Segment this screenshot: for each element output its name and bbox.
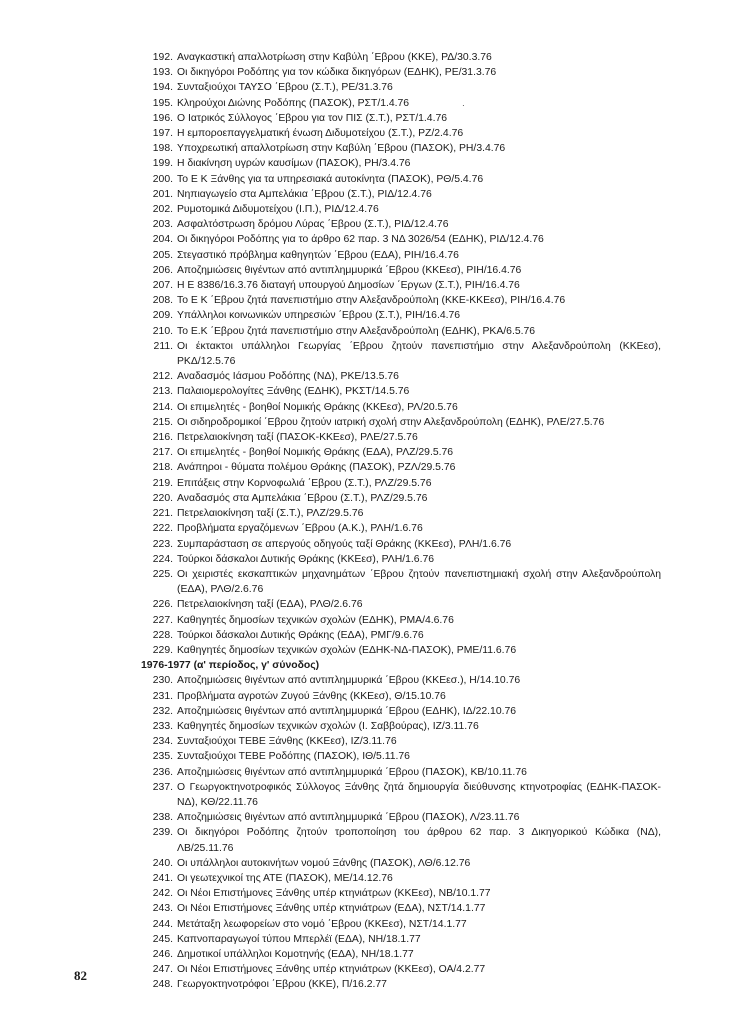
list-item xyxy=(141,126,661,141)
entry-text: Αναδασμός Ιάσμου Ροδόπης (ΝΔ), ΡΚΕ/13.5.76 xyxy=(177,371,399,383)
entry-text: Καθηγητές δημοσίων τεχνικών σχολών (ΕΔΗΚ), ΡΜΑ/4.6.76 xyxy=(177,614,454,626)
entry-text: Οι δικηγόροι Ροδόπης για τον κώδικα δικηγόρων (ΕΔΗΚ), ΡΕ/31.3.76 xyxy=(177,67,497,79)
list-item xyxy=(141,339,661,369)
entry-text: Καθηγητές δημοσίων τεχνικών σχολών (ΕΔΗΚ-ΝΔ-ΠΑΣΟΚ), ΡΜΕ/11.6.76 xyxy=(177,644,517,656)
entry-text: Οι επιμελητές - βοηθοί Νομικής Θράκης (ΕΔΑ), ΡΛΖ/29.5.76 xyxy=(177,447,454,459)
entry-text: Αναδασμός στα Αμπελάκια ΄Εβρου (Σ.Τ.), ΡΛΖ/29.5.76 xyxy=(177,492,428,504)
list-item xyxy=(141,537,661,552)
entry-text: Ο Γεωργοκτηνοτροφικός Σύλλογος Ξάνθης ζητά δημιουργία διεύθυνσης κτηνοτροφίας (ΕΔΗΚ-ΠΑΣΟΚ-ΝΔ), ΚΘ/22.11.76 xyxy=(177,781,661,808)
entry-number: 246. xyxy=(152,948,173,960)
entry-number: 200. xyxy=(152,173,173,185)
entry-number: 235. xyxy=(152,751,173,763)
entry-text: Ρυμοτομικά Διδυμοτείχου (Ι.Π.), ΡΙΔ/12.4.76 xyxy=(177,204,379,216)
entry-text: Ασφαλτόστρωση δρόμου Λύρας ΄Εβρου (Σ.Τ.), ΡΙΔ/12.4.76 xyxy=(177,219,449,231)
entry-text: Επιτάξεις στην Κορνοφωλιά ΄Εβρου (Σ.Τ.), ΡΛΖ/29.5.76 xyxy=(177,477,432,489)
entry-text: Καθηγητές δημοσίων τεχνικών σχολών (Ι. Σαββούρας), ΙΖ/3.11.76 xyxy=(177,720,479,732)
entry-number: 221. xyxy=(152,508,173,520)
entry-number: 206. xyxy=(152,264,173,276)
list-item xyxy=(141,172,661,187)
list-item xyxy=(141,871,661,886)
entry-number: 199. xyxy=(152,158,173,170)
entry-number: 198. xyxy=(152,143,173,155)
list-item xyxy=(141,80,661,95)
list-item xyxy=(141,415,661,430)
entry-text: Οι Νέοι Επιστήμονες Ξάνθης υπέρ κτηνιάτρων (ΕΔΑ), ΝΣΤ/14.1.77 xyxy=(177,903,486,915)
entry-text: Αποζημιώσεις θιγέντων από αντιπλημμυρικά ΄Εβρου (ΚΚΕεσ), ΡΙΗ/16.4.76 xyxy=(177,264,522,276)
list-item xyxy=(141,521,661,536)
entry-number: 219. xyxy=(152,477,173,489)
entry-text: Συμπαράσταση σε απεργούς οδηγούς ταξί Θράκης (ΚΚΕεσ), ΡΛΗ/1.6.76 xyxy=(177,538,512,550)
entry-text: Πετρελαιοκίνηση ταξί (ΕΔΑ), ΡΛΘ/2.6.76 xyxy=(177,599,363,611)
entry-text: Η διακίνηση υγρών καυσίμων (ΠΑΣΟΚ), ΡΗ/3.4.76 xyxy=(177,158,411,170)
entry-text: Το Ε.Κ ΄Εβρου ζητά πανεπιστήμιο στην Αλεξανδρούπολη (ΕΔΗΚ), ΡΚΑ/6.5.76 xyxy=(177,325,536,337)
entry-text: Συνταξιούχοι ΤΑΥΣΟ ΄Εβρου (Σ.Τ.), ΡΕ/31.3.76 xyxy=(177,82,393,94)
list-item xyxy=(141,50,661,65)
list-item xyxy=(141,187,661,202)
entry-text: Οι σιδηροδρομικοί ΄Εβρου ζητούν ιατρική σχολή στην Αλεξανδρούπολη (ΕΔΗΚ), ΡΛΕ/27.5.76 xyxy=(177,416,605,428)
list-item xyxy=(141,324,661,339)
entry-number: 240. xyxy=(152,857,173,869)
entry-number: 231. xyxy=(152,690,173,702)
entry-text: Μετάταξη λεωφορείων στο νομό ΄Εβρου (ΚΚΕεσ), ΝΣΤ/14.1.77 xyxy=(177,918,467,930)
entry-number: 232. xyxy=(152,705,173,717)
entry-text: Τούρκοι δάσκαλοι Δυτικής Θράκης (ΕΔΑ), ΡΜΓ/9.6.76 xyxy=(177,629,424,641)
entry-number: 225. xyxy=(152,568,173,580)
entry-text: Συνταξιούχοι ΤΕΒΕ Ροδόπης (ΠΑΣΟΚ), ΙΘ/5.11.76 xyxy=(177,751,410,763)
entry-number: 204. xyxy=(152,234,173,246)
entry-number: 242. xyxy=(152,888,173,900)
list-item xyxy=(141,476,661,491)
entry-text: Κληρούχοι Διώνης Ροδόπης (ΠΑΣΟΚ), ΡΣΤ/1.4.76 xyxy=(177,97,410,109)
entry-text: Νηπιαγωγείο στα Αμπελάκια ΄Εβρου (Σ.Τ.), ΡΙΔ/12.4.76 xyxy=(177,188,432,200)
list-item xyxy=(141,673,661,688)
entry-text: Υποχρεωτική απαλλοτρίωση στην Καβύλη ΄Εβρου (ΠΑΣΟΚ), ΡΗ/3.4.76 xyxy=(177,143,506,155)
entry-number: 205. xyxy=(152,249,173,261)
stray-mark: · xyxy=(462,101,465,110)
list-item xyxy=(141,96,661,111)
list-item xyxy=(141,977,661,992)
entry-text: Δημοτικοί υπάλληλοι Κομοτηνής (ΕΔΑ), ΝΗ/18.1.77 xyxy=(177,948,414,960)
entry-text: Οι Νέοι Επιστήμονες Ξάνθης υπέρ κτηνιάτρων (ΚΚΕεσ), ΝΒ/10.1.77 xyxy=(177,888,491,900)
entry-text: Οι δικηγόροι Ροδόπης ζητούν τροποποίηση του άρθρου 62 παρ. 3 Δικηγορικού Κώδικα (ΝΔ), ΛΒ/25.11.76 xyxy=(177,827,661,854)
entry-text: Το Ε Κ Ξάνθης για τα υπηρεσιακά αυτοκίνητα (ΠΑΣΟΚ), ΡΘ/5.4.76 xyxy=(177,173,484,185)
entry-text: Στεγαστικό πρόβλημα καθηγητών ΄Εβρου (ΕΔΑ), ΡΙΗ/16.4.76 xyxy=(177,249,459,261)
entry-number: 222. xyxy=(152,523,173,535)
list-item xyxy=(141,704,661,719)
list-item xyxy=(141,263,661,278)
entry-number: 217. xyxy=(152,447,173,459)
entry-text: Πετρελαιοκίνηση ταξί (Σ.Τ.), ΡΛΖ/29.5.76 xyxy=(177,508,364,520)
entry-number: 196. xyxy=(152,112,173,124)
entry-number: 218. xyxy=(152,462,173,474)
list-item xyxy=(141,947,661,962)
entry-number: 247. xyxy=(152,964,173,976)
list-item xyxy=(141,765,661,780)
entry-number: 208. xyxy=(152,295,173,307)
entry-number: 238. xyxy=(152,812,173,824)
entry-number: 241. xyxy=(152,872,173,884)
list-item xyxy=(141,445,661,460)
entry-number: 207. xyxy=(152,280,173,292)
entry-text: Οι δικηγόροι Ροδόπης για το άρθρο 62 παρ. 3 ΝΔ 3026/54 (ΕΔΗΚ), ΡΙΔ/12.4.76 xyxy=(177,234,544,246)
entry-number: 209. xyxy=(152,310,173,322)
entry-number: 233. xyxy=(152,720,173,732)
entry-number: 237. xyxy=(152,781,173,793)
entry-text: Ανάπηροι - θύματα πολέμου Θράκης (ΠΑΣΟΚ), ΡΖΛ/29.5.76 xyxy=(177,462,456,474)
entry-text: Οι έκτακτοι υπάλληλοι Γεωργίας ΄Εβρου ζητούν πανεπιστήμιο στην Αλεξανδρούπολη (ΚΚΕεσ), ΡΚΔ/12.5.76 xyxy=(177,340,661,368)
entry-number: 212. xyxy=(152,371,173,383)
list-item xyxy=(141,780,661,810)
list-item xyxy=(141,917,661,932)
list-item xyxy=(141,825,661,855)
page-number: 82 xyxy=(74,968,87,983)
entry-text: Υπάλληλοι κοινωνικών υπηρεσιών ΄Εβρου (Σ.Τ.), ΡΙΗ/16.4.76 xyxy=(177,310,461,322)
list-item xyxy=(141,248,661,263)
entry-number: 234. xyxy=(152,736,173,748)
entry-number: 201. xyxy=(152,188,173,200)
entry-number: 194. xyxy=(152,82,173,94)
entry-number: 192. xyxy=(152,52,173,63)
list-item xyxy=(141,384,661,399)
entry-text: Αποζημιώσεις θιγέντων από αντιπλημμυρικά ΄Εβρου (ΚΚΕεσ.), Η/14.10.76 xyxy=(177,675,521,687)
entry-text: Η Ε 8386/16.3.76 διαταγή υπουργού Δημοσίων ΄Εργων (Σ.Τ.), ΡΙΗ/16.4.76 xyxy=(177,280,520,292)
list-item xyxy=(141,202,661,217)
entry-number: 244. xyxy=(152,918,173,930)
list-item xyxy=(141,308,661,323)
entry-text: Τούρκοι δάσκαλοι Δυτικής Θράκης (ΚΚΕεσ), ΡΛΗ/1.6.76 xyxy=(177,553,435,565)
entry-text: Παλαιομερολογίτες Ξάνθης (ΕΔΗΚ), ΡΚΣΤ/14.5.76 xyxy=(177,386,410,398)
entry-number: 245. xyxy=(152,933,173,945)
entry-list xyxy=(141,50,661,993)
list-item xyxy=(141,506,661,521)
list-item xyxy=(141,232,661,247)
entry-text: Οι υπάλληλοι αυτοκινήτων νομού Ξάνθης (ΠΑΣΟΚ), ΛΘ/6.12.76 xyxy=(177,857,471,869)
entry-number: 216. xyxy=(152,432,173,444)
list-item xyxy=(141,65,661,80)
entry-text: Οι Νέοι Επιστήμονες Ξάνθης υπέρ κτηνιάτρων (ΚΚΕεσ), ΟΑ/4.2.77 xyxy=(177,964,486,976)
entry-number: 236. xyxy=(152,766,173,778)
list-item xyxy=(141,491,661,506)
entry-number: 248. xyxy=(152,979,173,991)
entry-text: Οι γεωτεχνικοί της ΑΤΕ (ΠΑΣΟΚ), ΜΕ/14.12.76 xyxy=(177,872,393,884)
list-item xyxy=(141,460,661,475)
list-item xyxy=(141,719,661,734)
list-item xyxy=(141,901,661,916)
entry-text: Αποζημιώσεις θιγέντων από αντιπλημμυρικά ΄Εβρου (ΠΑΣΟΚ), Λ/23.11.76 xyxy=(177,812,520,824)
entry-text: Αποζημιώσεις θιγέντων από αντιπλημμυρικά ΄Εβρου (ΠΑΣΟΚ), ΚΒ/10.11.76 xyxy=(177,766,527,778)
entry-text: Η εμποροεπαγγελματική ένωση Διδυμοτείχου (Σ.Τ.), ΡΖ/2.4.76 xyxy=(177,128,464,140)
list-item xyxy=(141,552,661,567)
list-item xyxy=(141,613,661,628)
entry-number: 239. xyxy=(152,827,173,839)
entry-number: 223. xyxy=(152,538,173,550)
entry-text: Ο Ιατρικός Σύλλογος ΄Εβρου για τον ΠΙΣ (Σ.Τ.), ΡΣΤ/1.4.76 xyxy=(177,112,448,124)
entry-number: 193. xyxy=(152,67,173,79)
list-item xyxy=(141,734,661,749)
entry-number: 228. xyxy=(152,629,173,641)
entry-number: 220. xyxy=(152,492,173,504)
list-item xyxy=(141,278,661,293)
list-item xyxy=(141,932,661,947)
list-item xyxy=(141,886,661,901)
list-item xyxy=(141,430,661,445)
entry-text: Πετρελαιοκίνηση ταξί (ΠΑΣΟΚ-ΚΚΕεσ), ΡΛΕ/27.5.76 xyxy=(177,432,418,444)
list-item xyxy=(141,810,661,825)
entry-number: 202. xyxy=(152,204,173,216)
entry-number: 224. xyxy=(152,553,173,565)
entry-text: Οι χειριστές εκσκαπτικών μηχανημάτων ΄Εβρου ζητούν πανεπιστημιακή σχολή στην Αλεξανδρούπολη (ΕΔΑ), ΡΛΘ/2.6.76 xyxy=(177,568,661,596)
entry-text: Προβλήματα εργαζόμενων ΄Εβρου (Α.Κ.), ΡΛΗ/1.6.76 xyxy=(177,523,423,535)
entry-text: Το Ε Κ ΄Εβρου ζητά πανεπιστήμιο στην Αλεξανδρούπολη (ΚΚΕ-ΚΚΕεσ), ΡΙΗ/16.4.76 xyxy=(177,295,566,307)
entry-number: 210. xyxy=(152,325,173,337)
list-item xyxy=(141,141,661,156)
list-item xyxy=(141,597,661,612)
list-item xyxy=(141,400,661,415)
entry-number: 203. xyxy=(152,219,173,231)
entry-text: Καπνοπαραγωγοί τύπου Μπερλέϊ (ΕΔΑ), ΝΗ/18.1.77 xyxy=(177,933,421,945)
list-item xyxy=(141,962,661,977)
entry-text: Συνταξιούχοι ΤΕΒΕ Ξάνθης (ΚΚΕεσ), ΙΖ/3.11.76 xyxy=(177,736,397,748)
entry-number: 229. xyxy=(152,644,173,656)
entry-text: Γεωργοκτηνοτρόφοι ΄Εβρου (ΚΚΕ), Π/16.2.77 xyxy=(177,979,387,991)
list-item xyxy=(141,369,661,384)
list-item xyxy=(141,856,661,871)
list-item xyxy=(141,628,661,643)
entry-text: Αναγκαστική απαλλοτρίωση στην Καβύλη ΄Εβρου (ΚΚΕ), ΡΔ/30.3.76 xyxy=(177,52,492,63)
entry-number: 226. xyxy=(152,599,173,611)
list-item xyxy=(141,156,661,171)
entries-before-section xyxy=(141,50,661,658)
list-item xyxy=(141,567,661,597)
list-item xyxy=(141,689,661,704)
entry-number: 211. xyxy=(153,340,173,352)
entry-text: Οι επιμελητές - βοηθοί Νομικής Θράκης (ΚΚΕεσ), ΡΛ/20.5.76 xyxy=(177,401,458,413)
list-item xyxy=(141,643,661,658)
list-item xyxy=(141,111,661,126)
entry-number: 227. xyxy=(152,614,173,626)
list-item xyxy=(141,217,661,232)
entry-number: 195. xyxy=(152,97,173,109)
entry-text: Προβλήματα αγροτών Ζυγού Ξάνθης (ΚΚΕεσ), Θ/15.10.76 xyxy=(177,690,446,702)
entry-number: 197. xyxy=(152,128,173,140)
entry-text: Αποζημιώσεις θιγέντων από αντιπλημμυρικά ΄Εβρου (ΕΔΗΚ), ΙΔ/22.10.76 xyxy=(177,705,517,717)
list-item xyxy=(141,749,661,764)
entry-number: 213. xyxy=(152,386,173,398)
entry-number: 243. xyxy=(152,903,173,915)
entry-number: 214. xyxy=(152,401,173,413)
list-item xyxy=(141,293,661,308)
entries-after-section xyxy=(141,673,661,992)
entry-number: 230. xyxy=(152,675,173,687)
entry-number: 215. xyxy=(152,416,173,428)
section-heading: 1976-1977 (α' περίοδος, γ' σύνοδος) xyxy=(141,660,320,672)
